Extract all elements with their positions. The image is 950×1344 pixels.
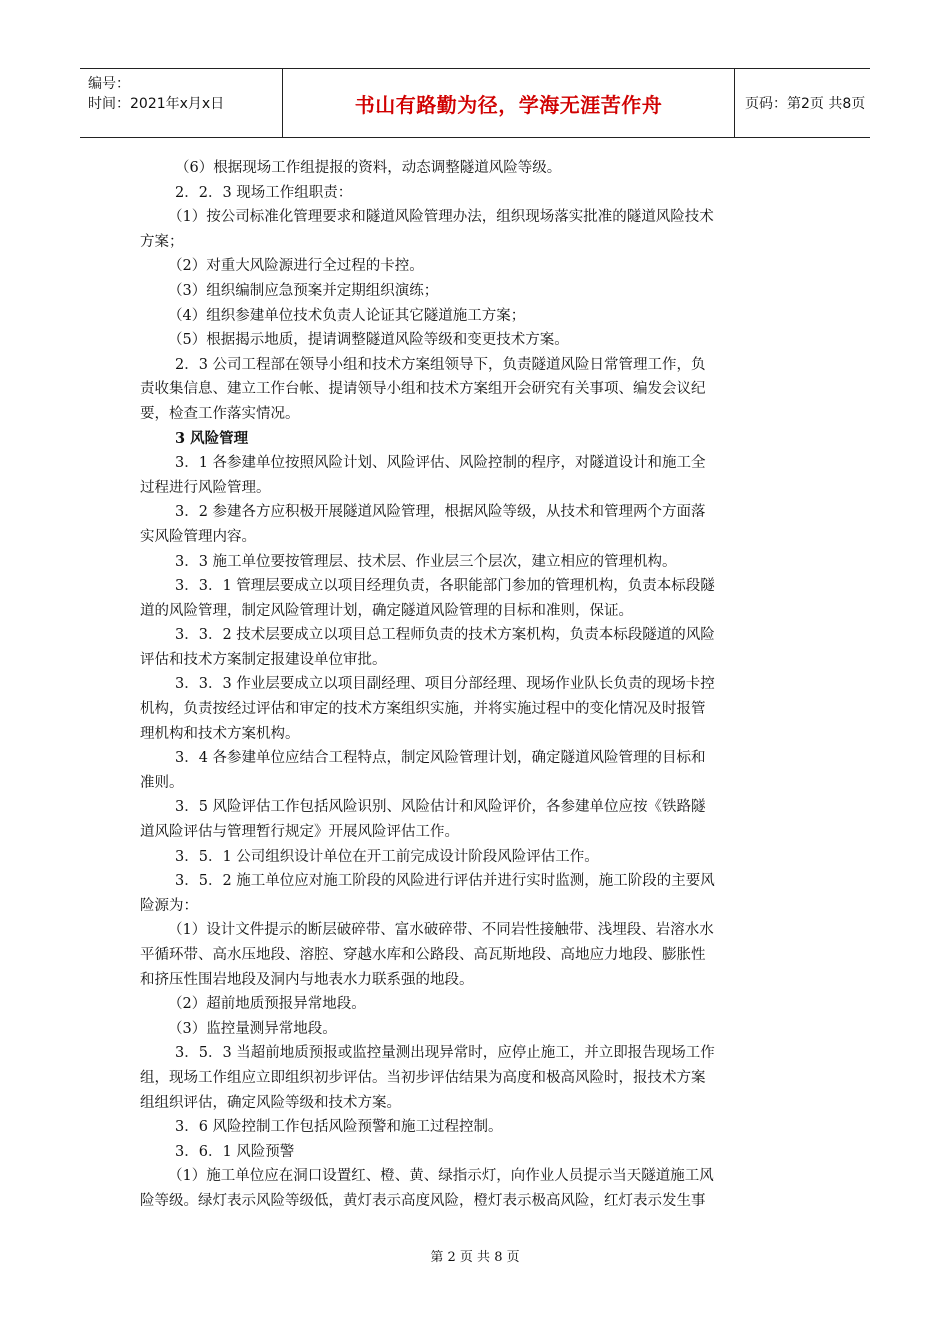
text-line: 3．6 风险控制工作包括风险预警和施工过程控制。 — [175, 1119, 503, 1136]
header-motto: 书山有路勤为径，学海无涯苦作舟 — [283, 69, 735, 137]
text-line: （2）对重大风险源进行全过程的卡控。 — [168, 258, 424, 275]
document-time-label: 时间：2021年x月x日 — [88, 96, 225, 112]
text-line: 3．5 风险评估工作包括风险识别、风险估计和风险评价，各参建单位应按《铁路隧 — [175, 799, 706, 816]
text-line: 道风险评估与管理暂行规定》开展风险评估工作。 — [140, 824, 459, 841]
text-line: 3．5．1 公司组织设计单位在开工前完成设计阶段风险评估工作。 — [175, 848, 599, 865]
page-footer: 第 2 页 共 8 页 — [430, 1250, 520, 1265]
text-line: 3．5．3 当超前地质预报或监控量测出现异常时，应停止施工，并立即报告现场工作 — [175, 1045, 715, 1062]
header-meta — [80, 69, 283, 137]
section-heading: 3 风险管理 — [175, 429, 249, 447]
text-line: 实风险管理内容。 — [140, 528, 256, 545]
section-heading: 3．6．1 风险预警 — [175, 1143, 295, 1160]
text-line: （1）设计文件提示的断层破碎带、富水破碎带、不同岩性接触带、浅埋段、岩溶水水 — [168, 922, 714, 939]
text-line: 组，现场工作组应立即组织初步评估。当初步评估结果为高度和极高风险时，报技术方案 — [140, 1069, 706, 1086]
text-line: 责收集信息、建立工作台帐、提请领导小组和技术方案组开会研究有关事项、编发会议纪 — [140, 381, 706, 398]
section-heading: 2．2．3 现场工作组职责： — [175, 184, 353, 201]
text-line: 3．1 各参建单位按照风险计划、风险评估、风险控制的程序，对隧道设计和施工全 — [175, 455, 706, 472]
text-line: 3．3．3 作业层要成立以项目副经理、项目分部经理、现场作业队长负责的现场卡控 — [175, 676, 715, 693]
text-line: 险源为： — [140, 897, 198, 914]
text-line: 过程进行风险管理。 — [140, 479, 271, 496]
text-line: 平循环带、高水压地段、溶腔、穿越水库和公路段、高瓦斯地段、高地应力地段、膨胀性 — [140, 947, 706, 963]
text-line: （1）施工单位应在洞口设置红、橙、黄、绿指示灯，向作业人员提示当天隧道施工风 — [168, 1168, 714, 1185]
text-line: 要，检查工作落实情况。 — [140, 405, 300, 422]
document-body — [140, 156, 808, 1214]
text-line: 3．2 参建各方应积极开展隧道风险管理，根据风险等级，从技术和管理两个方面落 — [175, 504, 706, 521]
text-line: （5）根据揭示地质，提请调整隧道风险等级和变更技术方案。 — [168, 332, 569, 349]
text-line: 准则。 — [140, 774, 184, 791]
text-line: 和挤压性围岩地段及洞内与地表水力联系强的地段。 — [140, 971, 474, 988]
text-line: 道的风险管理，制定风险管理计划，确定隧道风险管理的目标和准则，保证。 — [140, 602, 633, 619]
text-line: 3．3 施工单位要按管理层、技术层、作业层三个层次，建立相应的管理机构。 — [175, 553, 677, 570]
text-line: 2．3 公司工程部在领导小组和技术方案组领导下，负责隧道风险日常管理工作，负 — [175, 356, 706, 373]
page-header — [80, 68, 870, 138]
text-line: （6）根据现场工作组提报的资料，动态调整隧道风险等级。 — [175, 160, 562, 176]
text-line: 3．5．2 施工单位应对施工阶段的风险进行评估并进行实时监测，施工阶段的主要风 — [175, 873, 715, 890]
header-page-code: 页码：第2页 共8页 — [745, 96, 866, 112]
text-line: （3）监控量测异常地段。 — [168, 1020, 337, 1037]
text-line: 险等级。绿灯表示风险等级低，黄灯表示高度风险，橙灯表示极高风险，红灯表示发生事 — [140, 1192, 706, 1209]
document-number-label: 编号： — [88, 76, 130, 92]
text-line: 3．4 各参建单位应结合工程特点，制定风险管理计划，确定隧道风险管理的目标和 — [175, 750, 706, 767]
text-line: （1）按公司标准化管理要求和隧道风险管理办法，组织现场落实批准的隧道风险技术 — [168, 209, 714, 226]
text-line: （4）组织参建单位技术负责人论证其它隧道施工方案； — [168, 307, 526, 324]
text-line: 方案； — [140, 233, 184, 250]
text-line: 3．3．2 技术层要成立以项目总工程师负责的技术方案机构，负责本标段隧道的风险 — [175, 627, 715, 644]
text-line: 组组织评估，确定风险等级和技术方案。 — [140, 1094, 401, 1111]
text-line: 机构，负责按经过评估和审定的技术方案组织实施，并将实施过程中的变化情况及时报管 — [140, 701, 706, 718]
text-line: 评估和技术方案制定报建设单位审批。 — [140, 651, 387, 668]
text-line: 理机构和技术方案机构。 — [140, 725, 300, 742]
text-line: （3）组织编制应急预案并定期组织演练； — [168, 282, 439, 299]
text-line: 3．3．1 管理层要成立以项目经理负责，各职能部门参加的管理机构，负责本标段隧 — [175, 578, 715, 595]
text-line: （2）超前地质预报异常地段。 — [168, 996, 366, 1013]
